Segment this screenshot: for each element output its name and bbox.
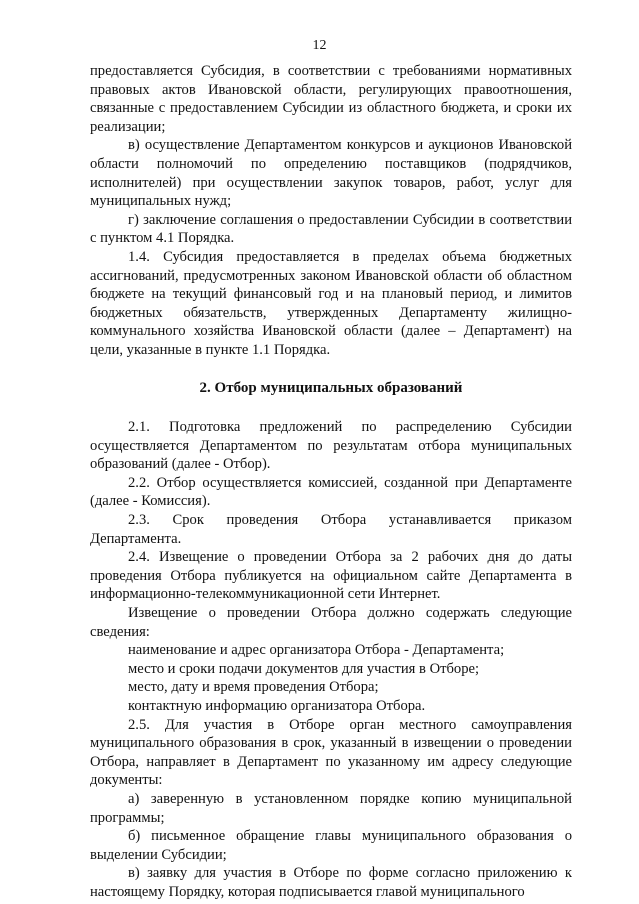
page-number: 12 <box>312 38 327 53</box>
section-2-body <box>90 418 572 901</box>
section-1-continuation <box>90 62 572 360</box>
paragraph: в) заявку для участия в Отборе по форме согласно приложению к настоящему Порядку, которая подписывается главой муниципального <box>90 865 572 900</box>
paragraph: место и сроки подачи документов для участия в Отборе; <box>128 660 480 677</box>
section-heading: 2. Отбор муниципальных образований <box>199 379 463 396</box>
document-body <box>90 62 572 902</box>
paragraph: 2.5. Для участия в Отборе орган местного самоуправления муниципального образования в срок, указанный в извещении о проведении Отбора, направляет в Департамент по указанному им адресу следующие документы: <box>90 716 572 789</box>
paragraph: 2.3. Срок проведения Отбора устанавливается приказом Департамента. <box>90 512 572 547</box>
paragraph: предоставляется Субсидия, в соответствии с требованиями нормативных правовых актов Ивановской области, регулирующих правоотношения, связанные с предоставлением Субсидии из областного бюджета, и сроки их реализации; <box>90 63 572 135</box>
paragraph: контактную информацию организатора Отбора. <box>128 698 426 714</box>
paragraph: место, дату и время проведения Отбора; <box>128 679 379 696</box>
paragraph: Извещение о проведении Отбора должно содержать следующие сведения: <box>90 605 572 640</box>
paragraph: б) письменное обращение главы муниципального образования о выделении Субсидии; <box>90 828 572 863</box>
paragraph: 2.2. Отбор осуществляется комиссией, созданной при Департаменте (далее - Комиссия). <box>90 474 572 510</box>
paragraph: а) заверенную в установленном порядке копию муниципальной программы; <box>90 790 572 826</box>
paragraph: в) осуществление Департаментом конкурсов и аукционов Ивановской области полномочий по определению поставщиков (подрядчиков, исполнителей) при осуществлении закупок товаров, работ, услуг для муниципальных нужд; <box>90 137 572 210</box>
paragraph: г) заключение соглашения о предоставлении Субсидии в соответствии с пунктом 4.1 Порядка. <box>90 211 572 247</box>
paragraph: 2.1. Подготовка предложений по распределению Субсидии осуществляется Департаментом по результатам отбора муниципальных образований (далее - Отбор). <box>90 419 572 473</box>
paragraph: наименование и адрес организатора Отбора - Департамента; <box>128 642 505 659</box>
paragraph: 2.4. Извещение о проведении Отбора за 2 рабочих дня до даты проведения Отбора публикуется на официальном сайте Департамента в информационно-телекоммуникационной сети Интернет. <box>90 549 572 603</box>
paragraph: 1.4. Субсидия предоставляется в пределах объема бюджетных ассигнований, предусмотренных законом Ивановской области об областном бюджете на текущий финансовый год и на плановый период, и лимитов бюджетных обязательств, утвержденных Департаменту жилищно-коммунального хозяйства Ивановской области (далее – Департамент) на цели, указанные в пункте 1.1 Порядка. <box>90 248 572 358</box>
